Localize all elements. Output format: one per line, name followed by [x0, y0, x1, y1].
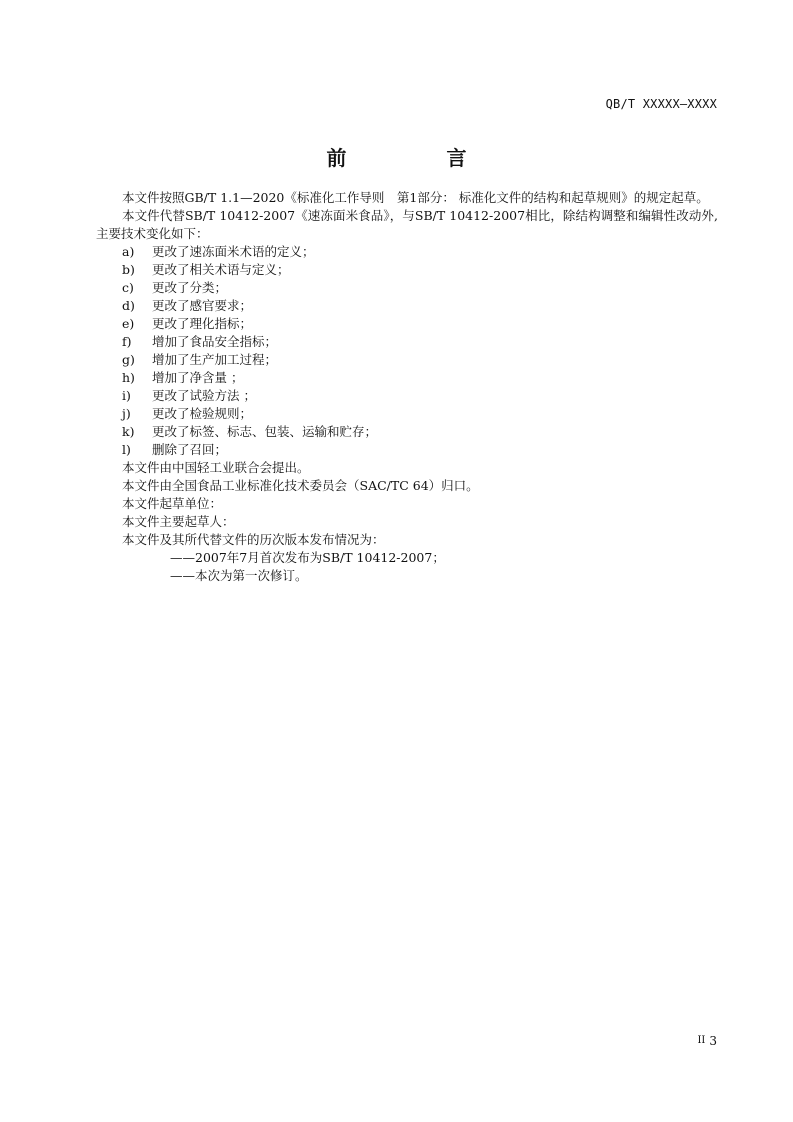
list-item: g) 增加了生产加工过程；	[122, 352, 278, 367]
page-title: 前 言	[326, 146, 507, 170]
committee-paragraph: 本文件由全国食品工业标准化技术委员会（SAC/TC 64）归口。	[122, 478, 479, 493]
document-code: QB/T XXXXX—XXXX	[605, 97, 717, 111]
intro-paragraph-2: 本文件代替SB/T 10412-2007《速冻面米食品》，与SB/T 10412-2007相比，除结构调整和编辑性改动外,主要技术变化如下：	[96, 208, 718, 241]
list-item: h) 增加了净含量 ；	[122, 370, 244, 385]
list-item: f) 增加了食品安全指标；	[122, 334, 278, 349]
list-item: d) 更改了感官要求；	[122, 298, 253, 313]
proposer-paragraph: 本文件由中国轻工业联合会提出。	[122, 460, 310, 475]
list-item: a) 更改了速冻面米术语的定义；	[122, 244, 315, 259]
page-number	[697, 1034, 717, 1048]
list-item: l) 删除了召回；	[122, 442, 228, 457]
drafters-paragraph: 本文件主要起草人：	[122, 514, 235, 529]
list-item: k) 更改了标签、标志、包装、运输和贮存；	[122, 424, 378, 439]
changes-list	[96, 243, 718, 459]
list-item: j) 更改了检验规则；	[122, 406, 253, 421]
intro-paragraph-1: 本文件按照GB/T 1.1—2020《标准化工作导则 第1部分： 标准化文件的结构和起草规则》的规定起草。	[122, 190, 709, 205]
list-item: ——本次为第一次修订。	[170, 568, 308, 583]
document-body	[96, 189, 718, 585]
history-list	[96, 549, 718, 585]
list-item: c) 更改了分类；	[122, 280, 228, 295]
drafting-unit-paragraph: 本文件起草单位：	[122, 496, 223, 511]
roman-page-number: II	[697, 1035, 706, 1046]
list-item: i) 更改了试验方法 ；	[122, 388, 256, 403]
list-item: e) 更改了理化指标；	[122, 316, 253, 331]
history-intro-paragraph: 本文件及其所代替文件的历次版本发布情况为：	[122, 532, 385, 547]
arabic-page-number: 3	[709, 1034, 717, 1048]
list-item: ——2007年7月首次发布为SB/T 10412-2007；	[170, 550, 445, 565]
list-item: b) 更改了相关术语与定义；	[122, 262, 290, 277]
